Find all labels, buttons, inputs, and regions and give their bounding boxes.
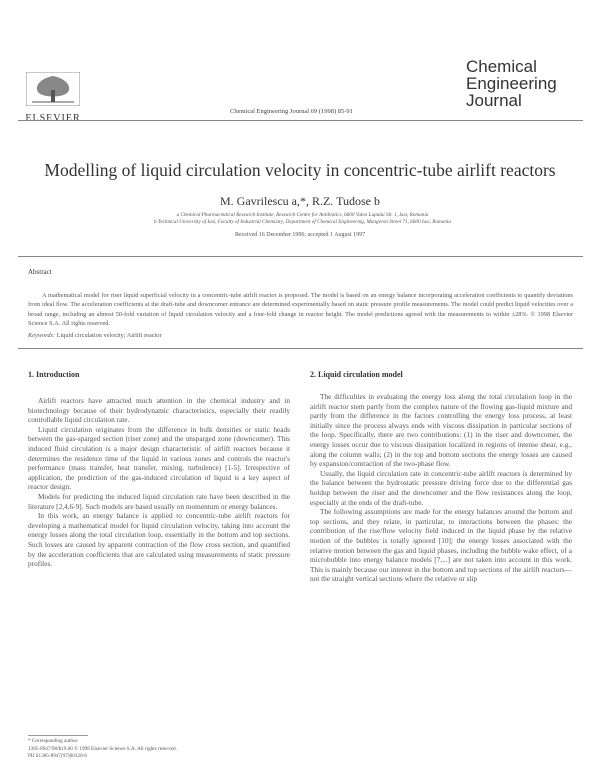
paper-title: Modelling of liquid circulation velocity in concentric-tube airlift reactors xyxy=(44,160,556,180)
paragraph: The difficulties in evaluating the energy loss along the total circulation loop in the airlift reactor stem partly from the complex nature of the flowing gas-liquid mixture and partly from the difference in the factors controlling the energy loss process, at least initially since the process always ends with viscous dissipation in particular sections of the loop. Specifically, there are two contributions: (1) in the riser and downcomer, the energy losses occur due to viscous dissipation localized in regions of intense shear, e.g., along the column walls; (2) in the top and bottom sections the energy losses are caused by expansion/contraction of the two-phase flow. xyxy=(310,392,572,469)
section-heading-model: 2. Liquid circulation model xyxy=(310,370,403,379)
received-dates: Received 16 December 1996; accepted 1 August 1997 xyxy=(234,232,366,238)
paragraph: The following assumptions are made for the energy balances around the bottom and top sections, and they relate, in particular, to interactions between the phases: the contribution of the rise/flow velocity field induced in the liquid phase by the relative motion of the bubbles is totally ignored [10]; the energy losses associated with the relative motion between the gas and liquid phases, including the bubble wake effect, of a microbubble into energy balance models [7,...] are not taken into account in this work. This is mainly because our interest in the bottom and top sections of the airlift reactors—not the straight vertical sections where the relative or slip xyxy=(310,507,572,584)
keywords-list: Liquid circulation velocity; Airlift reactor xyxy=(56,332,162,339)
paper-authors: M. Gavrilescu a,*, R.Z. Tudose b xyxy=(220,194,380,208)
journal-reference: Chemical Engineering Journal 69 (1998) 85-91 xyxy=(230,108,353,115)
paragraph: Liquid circulation originates from the difference in bulk densities or static heads between the gas-sparged section (riser zone) and the unsparged zone (downcomer). This induced fluid circulation is a major design characteristic of airlift reactors because it determines the residence time of the liquid in various zones and controls the reactor's performance (mass transfer, heat transfer, mixing, turbulence) [1-5]. Irrespective of application, the prediction of the gas-induced circulation of liquid is a key aspect of reactor design. xyxy=(28,424,290,492)
affiliation-a: a Chemical Pharmaceutical Research Institute, Research Centre for Antibiotics, 6600 Valea Lupului Str. 1, Iasi, Romania xyxy=(176,212,429,218)
column-left xyxy=(28,396,290,569)
journal-name xyxy=(466,58,557,109)
abstract-text: A mathematical model for riser liquid superficial velocity in a concentric-tube airlift reactor is proposed. The model is based on an energy balance incorporating acceleration coefficients to quantify deviations from ideal flow. The acceleration coefficients at the draft-tube and downcomer entrance are determined experimentally based on static pressure profile measurements. The model could predict liquid velocities over a broad range, including an almost 50-fold variation of liquid circulation velocity and a four-fold change in reactor height. The model predictions agreed with the measurements to within ±28%. © 1998 Elsevier Science S.A. All rights reserved. xyxy=(28,292,573,328)
keywords-label: Keywords: xyxy=(28,332,56,339)
publisher-name: ELSEVIER xyxy=(25,113,81,124)
paragraph: Models for predicting the induced liquid circulation rate have been described in the literature [2,4,6-9]. Such models are based usually on momentum or energy balances. xyxy=(28,491,290,511)
keywords xyxy=(28,332,162,339)
paragraph: Airlift reactors have attracted much attention in the chemical industry and in biotechnology because of their hydrodynamic characteristics, especially their readily controllable liquid circulation rate. xyxy=(28,396,290,425)
abstract-top-divider xyxy=(18,256,583,257)
footnote-copyright: 1385-8947/98/$19.00 © 1998 Elsevier Science S.A. All rights reserved. xyxy=(28,745,177,752)
abstract-heading: Abstract xyxy=(28,268,52,276)
journal-name-line: Engineering xyxy=(466,74,557,93)
publisher-logo xyxy=(18,72,88,124)
footnote-divider xyxy=(28,735,88,736)
affiliation-b: b Technical University of Iasi, Faculty of Industrial Chemistry, Department of Chemical Engineering, Mangeron Street 71, 6600 Iasi, Romania xyxy=(154,219,451,225)
footnote-corresponding: * Corresponding author. xyxy=(28,738,79,744)
abstract-bottom-divider xyxy=(18,348,583,349)
journal-name-line: Chemical xyxy=(466,57,537,76)
column-right xyxy=(310,392,572,584)
header-divider xyxy=(18,120,583,121)
footnote xyxy=(28,738,290,761)
elsevier-tree-icon xyxy=(26,72,80,106)
paragraph: Usually, the liquid circulation rate in concentric-tube airlift reactors is determined by the balance between the hydrostatic pressure driving force due to the differential gas holdup between the riser and the downcomer and the flow resistances along the loop, especially at the ends of the draft-tube. xyxy=(310,468,572,507)
journal-name-line: Journal xyxy=(466,91,522,110)
section-heading-introduction: 1. Introduction xyxy=(28,370,80,379)
footnote-pii: PII S1385-8947(97)00120-6 xyxy=(28,753,87,760)
paragraph: In this work, an energy balance is applied to concentric-tube airlift reactors for developing a mathematical model for liquid circulation velocity, taking into account the energy losses along the total circulation loop, essentially in the bottom and top sections. Such losses are caused by apparent contraction of the flow cross section, and quantified by the acceleration coefficients that are calculated using measurements of static pressure profiles. xyxy=(28,511,290,569)
